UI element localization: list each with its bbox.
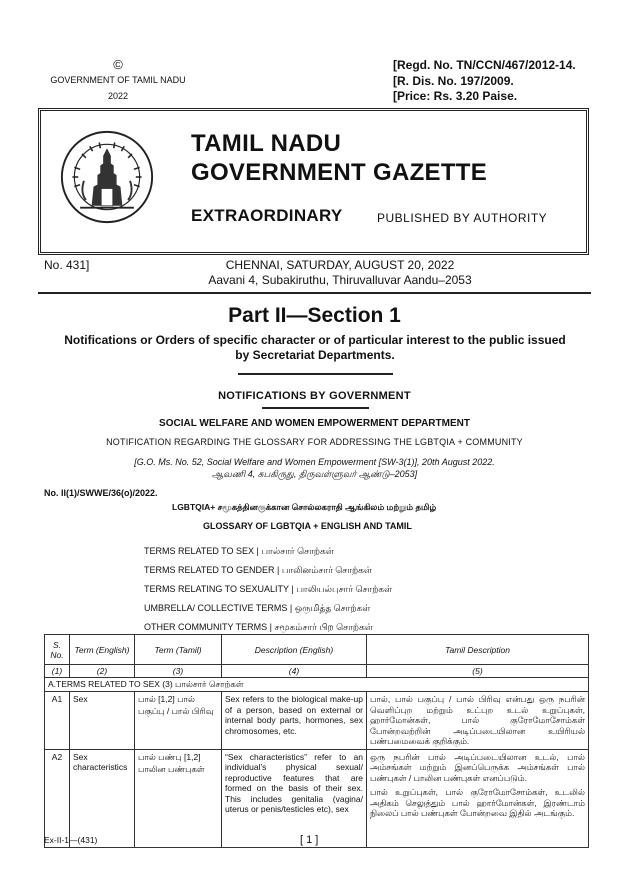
table-row <box>45 692 589 750</box>
copyright-symbol: © <box>113 57 123 72</box>
extraordinary-label: EXTRAORDINARY <box>191 206 343 225</box>
notifications-heading: NOTIFICATIONS BY GOVERNMENT <box>218 390 411 402</box>
published-by-authority: PUBLISHED BY AUTHORITY <box>377 211 548 225</box>
page-number: [ 1 ] <box>300 834 319 846</box>
header-tamil-description: Tamil Description <box>367 635 589 665</box>
row-term-english: Sex <box>70 692 135 750</box>
row-term-tamil: பால் பண்பு [1,2] பாலின பண்புகள் <box>135 749 222 847</box>
list-item: TERMS RELATING TO SEXUALITY | பாலியல்புசார் சொற்கள் <box>144 584 393 594</box>
part-title: Part II—Section 1 <box>228 304 401 327</box>
row-term-english: Sex characteristics <box>70 749 135 847</box>
list-item: TERMS RELATED TO GENDER | பாலினம்சார் சொற்கள் <box>144 565 372 575</box>
header-term-tamil: Term (Tamil) <box>135 635 222 665</box>
gazette-title-line1: TAMIL NADU <box>191 130 342 157</box>
row-sno: A1 <box>45 692 70 750</box>
issue-number: No. 431] <box>44 258 90 272</box>
index-cell: (2) <box>70 665 135 678</box>
section-divider <box>238 373 393 375</box>
header-divider <box>38 292 591 294</box>
header-term-english: Term (English) <box>70 635 135 665</box>
index-cell: (1) <box>45 665 70 678</box>
publisher-name: GOVERNMENT OF TAMIL NADU <box>50 75 186 85</box>
row-description-english: “Sex characteristics” refer to an individual’s physical sexual/ reproductive features that are formed on the basis of their sex. This includes genitalia (vagina/ uterus or penis/testicles etc), sex <box>222 749 367 847</box>
tamil-nadu-emblem-icon <box>59 129 155 225</box>
row-description-tamil <box>367 749 589 847</box>
gazette-title-line2: GOVERNMENT GAZETTE <box>191 159 488 186</box>
publication-year: 2022 <box>107 91 129 101</box>
glossary-table <box>44 634 589 848</box>
section-label: A.TERMS RELATED TO SEX (3) பால்சார் சொற்கள் <box>45 678 589 692</box>
issue-date-block <box>150 258 530 288</box>
part-description: Notifications or Orders of specific character or of particular interest to the public issued by Secretariat Departments. <box>64 333 566 362</box>
footer-code: Ex-II-1—(431) <box>44 835 98 845</box>
row-description-english: Sex refers to the biological make-up of a person, based on external or internal body parts, hormones, sex chromosomes, etc. <box>222 692 367 750</box>
issue-tamil-date: Aavani 4, Subakiruthu, Thiruvalluvar Aandu–2053 <box>208 273 472 287</box>
go-reference-tamil: ஆவணி 4, சுபகிருது, திருவள்ளுவர் ஆண்டு–2053] <box>211 469 418 479</box>
category-list <box>144 542 392 637</box>
gazette-title <box>191 129 487 187</box>
list-item: OTHER COMMUNITY TERMS | சமூகம்சார் பிற சொற்கள் <box>144 622 373 632</box>
registration-block <box>393 58 576 105</box>
row-term-tamil: பால் [1,2] பால் பகுப்பு / பால் பிரிவு <box>135 692 222 750</box>
row-description-tamil-para1: ஒரு நபரின் பால் அடிப்படையிலான உடல், பால் அம்சங்கள் மற்றும் இனப்பெருக்க அம்சங்கள் பால் பண்புகள் / பாலின பண்புகள் எனப்படும். <box>370 751 585 783</box>
list-item: TERMS RELATED TO SEX | பால்சார் சொற்கள் <box>144 546 334 556</box>
department-heading: SOCIAL WELFARE AND WOMEN EMPOWERMENT DEPARTMENT <box>159 418 470 429</box>
table-header-row <box>45 635 589 665</box>
order-number: No. II(1)/SWWE/36(o)/2022. <box>44 488 158 498</box>
row-sno: A2 <box>45 749 70 847</box>
notifications-divider <box>262 407 369 409</box>
masthead <box>38 108 589 255</box>
registration-number: [Regd. No. TN/CCN/467/2012-14. <box>393 58 576 72</box>
header-sno: S. No. <box>45 635 70 665</box>
go-reference <box>38 456 591 480</box>
header-description-english: Description (English) <box>222 635 367 665</box>
list-item: UMBRELLA/ COLLECTIVE TERMS | ஒருமித்த சொற்கள் <box>144 603 371 613</box>
issue-date: CHENNAI, SATURDAY, AUGUST 20, 2022 <box>225 258 455 272</box>
copyright-block <box>38 58 198 104</box>
index-cell: (3) <box>135 665 222 678</box>
tamil-glossary-title: LGBTQIA+ சமூகத்தினருக்கான சொல்லகராதி ஆங்கிலம் மற்றும் தமிழ் <box>172 502 437 512</box>
row-description-tamil-para2: பால் உறுப்புகள், பால் குரோமோசோம்கள், உடலில் அதிகம் செலுத்தும் பால் ஹார்மோன்கள், இரண்டாம் நிலைப் பால் பண்புகள் போன்றவை இதில் அடங்கும். <box>370 787 585 818</box>
table-index-row <box>45 665 589 678</box>
index-cell: (5) <box>367 665 589 678</box>
table-section-row <box>45 678 589 692</box>
table-row <box>45 749 589 847</box>
glossary-title: GLOSSARY OF LGBTQIA + ENGLISH AND TAMIL <box>203 521 412 531</box>
price: [Price: Rs. 3.20 Paise. <box>393 89 518 103</box>
r-dis-number: [R. Dis. No. 197/2009. <box>393 73 514 88</box>
row-description-tamil: பால், பால் பகுப்பு / பால் பிரிவு என்பது ஒரு நபரின் வெளிப்புற மற்றும் உட்புற உடல் உறுப்புகள், ஹார்மோன்கள், பால் குரோமோசோம்கள் போன்றவற்றின் அடிப்படையிலான உயிரியல் பண்பமைவைக் குறிக்கும். <box>367 692 589 750</box>
go-reference-english: [G.O. Ms. No. 52, Social Welfare and Women Empowerment [SW-3(1)], 20th August 2022. <box>134 457 495 467</box>
notification-subject: NOTIFICATION REGARDING THE GLOSSARY FOR ADDRESSING THE LGBTQIA + COMMUNITY <box>106 437 523 447</box>
index-cell: (4) <box>222 665 367 678</box>
